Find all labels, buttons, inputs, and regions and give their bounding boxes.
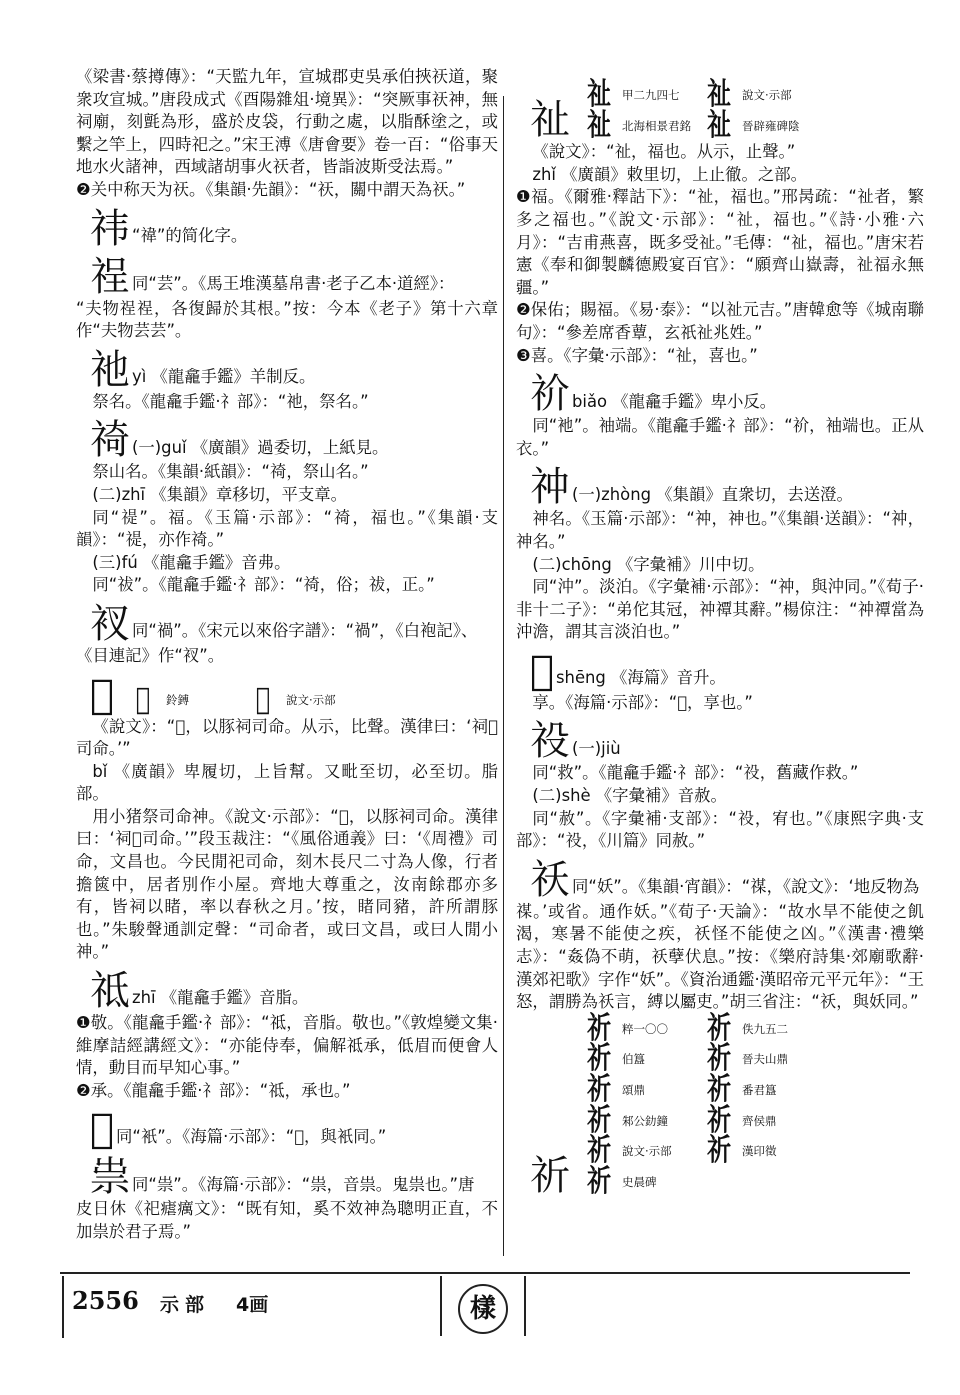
dictionary-entry [516,718,924,852]
script-source-label: 史晨碑 [622,1174,657,1189]
headword: 祉 [530,97,570,144]
entry-paragraph: 同“禔”。福。《玉篇·示部》：“䄎，福也。”《集韻·支韻》：“禔，亦作䄎。” [76,507,498,550]
dictionary-entry [516,648,924,715]
script-source-label: 說文·示部 [742,88,792,102]
headword: 祅 [530,856,570,903]
script-source-label: 番君簋 [742,1083,777,1097]
script-source-label: 鈴鎛 [166,692,190,707]
script-form [580,77,700,112]
entry-first-line: 同“妖”。《集韻·宵韻》：“禖，《說文》：‘地反物為 [572,877,920,897]
script-source-label: 佚九五二 [742,1021,788,1036]
radical-label: 示部 [160,1294,211,1316]
headword: 祈 [530,1153,570,1200]
script-glyph: 祈 [587,1010,611,1046]
script-glyph: 祈 [707,1133,731,1169]
page-number: 2556 [72,1286,139,1315]
entry-paragraph: (二)chōng 《字彙補》川中切。 [532,554,765,574]
entry-paragraph: 同“祓”。《龍龕手鑑·礻部》：“䄎，俗；祓，正。” [92,575,435,595]
script-form [580,1102,700,1138]
entry-paragraph: bǐ 《廣韻》卑履切，上旨幫。又毗至切，必至切。脂部。 [76,761,498,804]
headword: 𥘉 [90,1106,115,1153]
script-form [244,681,364,717]
entry-head-row [516,648,924,692]
entry-paragraph: “夫物䄇䄇，各復歸於其根。”按：今本《老子》第十六章作“夫物芸芸”。 [76,298,498,341]
script-form [580,1041,700,1077]
entry-head-row [516,1010,924,1200]
dictionary-entry [76,347,498,414]
script-glyph: 祈 [587,1163,611,1199]
script-glyph: 祈 [707,1102,731,1138]
entry-head-row [76,968,498,1015]
entry-head-row [516,857,924,901]
script-form [700,1133,820,1169]
entry-paragraph: 同“救”。《龍龕手鑑·礻部》：“祋，舊藏作救。” [532,763,859,783]
entry-first-line: 同“衹”。《海篇·示部》：“𥘉，與衹同。” [116,1126,387,1146]
entry-head-row [76,417,498,464]
entry-paragraph: 皮日休《祀瘧癘文》：“既有知，奚不效神為聰明正直，不加祟於君子焉。” [76,1199,498,1241]
entry-paragraph: 同“衪”。袖端。《龍龕手鑑·礻部》：“祄，袖端也。正从衣。” [516,416,924,458]
entry-paragraph: (二)shè 《字彙補》音赦。 [532,786,727,806]
entry-first-line: 同“芸”。《馬王堆漢墓帛書·老子乙本·道經》： [132,273,455,293]
script-source-label: 邾公釛鐘 [622,1113,668,1128]
entry-head-row [76,206,498,250]
script-glyph: 祈 [587,1133,611,1169]
script-form [580,1133,700,1169]
headword: 祗 [90,968,130,1015]
entry-paragraph: 《說文》：“𥘯，以豚祠司命。从示，比聲。漢律曰：‘祠𥘯司命。’” [76,716,498,759]
script-source-label: 甲二九四七 [622,88,680,102]
script-glyph: 祉 [707,77,731,112]
script-glyph: 祉 [587,77,611,112]
entry-head-row [76,254,498,298]
entry-paragraph: ❷保佑；賜福。《易·泰》：“以祉元吉。”唐韓愈等《城南聯句》：“參差席香蕈，玄祇祉兆姓。” [516,300,924,342]
publisher-seal: 樣 [458,1284,508,1334]
footer-line-mid [440,1276,442,1336]
headword: 祋 [530,718,570,765]
entry-head-row [76,347,498,391]
entry-head-row [76,1154,498,1201]
script-form [700,1010,820,1046]
dictionary-entry [516,464,924,644]
left-column [76,66,498,1244]
entry-head-row [76,1106,498,1153]
entry-first-line: shēng 《海篇》音升。 [556,668,726,688]
script-form [580,1072,700,1107]
script-glyph: 祉 [587,107,611,143]
script-glyph: 祈 [587,1041,611,1077]
dictionary-entry [516,857,924,1014]
headword: 䄇 [90,253,130,300]
entry-first-line: zhī 《龍龕手鑑》音脂。 [132,988,309,1008]
script-source-label: 頌鼎 [622,1083,645,1097]
dictionary-entry [516,371,924,460]
dictionary-entry [76,254,498,343]
headword: 𥘡 [530,647,555,694]
headword: 祌 [530,464,570,511]
headword: 祎 [90,205,130,252]
script-form [580,107,700,143]
dictionary-entry [76,417,498,597]
script-form [700,1041,820,1077]
entry-paragraph: 同“沖”。淡泊。《字彙補·示部》：“祌，與沖同。”《荀子·非十二子》：“弟佗其冠，祌禫其辭。”楊倞注：“祌禫當為沖澹，謂其言淡泊也。” [516,577,924,642]
entry-first-line: yì 《龍龕手鑑》羊制反。 [132,367,316,387]
entry-head-row [76,672,498,716]
entry-first-line: 同“祟”。《海篇·示部》：“祟，音祟。鬼祟也。”唐 [132,1174,475,1194]
script-source-label: 粹一〇〇 [622,1021,668,1036]
script-source-label: 伯簋 [622,1052,645,1067]
entry-paragraph: 《梁書·蔡撙傳》：“天監九年，宣城郡吏吳承伯挾祆道，聚衆攻宣城。”唐段成式《酉陽雜俎·境異》：“突厥事祆神，無祠廟，刻氈為形，盛於皮袋，行動之處，以脂酥塗之，或繫之竿上，四時祀之。”宋王溥《唐會要》卷一百：“俗事天地水火諸神，西域諸胡事火祆者，皆詣波斯受法焉。” [76,67,498,177]
entry-paragraph: 祭山名。《集韻·紙韻》：“䄎，祭山名。” [92,462,369,482]
dictionary-entry [76,206,498,250]
footer-rule [60,1272,910,1274]
footer-line-left [62,1276,64,1338]
script-form [700,107,820,143]
entry-paragraph: 祭名。《龍龕手鑑·礻部》：“祂，祭名。” [92,391,369,411]
entry-first-line: “禕”的简化字。 [132,225,248,245]
dictionary-entry [76,1106,498,1153]
headword: 祂 [90,346,130,393]
stroke-count: 4画 [236,1294,269,1316]
script-source-label: 說文·示部 [286,692,336,707]
entry-paragraph: ❷关中称天为祆。《集韻·先韻》：“祆，關中謂天為祆。” [76,179,466,199]
script-form [580,1163,700,1199]
entry-first-line: (一)zhòng 《集韻》直衆切，去送澄。 [572,484,853,504]
entry-head-row [516,77,924,144]
entry-paragraph: ❶敬。《龍龕手鑑·礻部》：“祗，音脂。敬也。”《敦煌變文集·維摩詰經講經文》：“亦能侍奉，偏解祗承，低眉而便會人情，動目而早知心事。” [76,1013,498,1078]
dictionary-entry [76,601,498,668]
entry-paragraph: 《說文》：“祉，福也。从示，止聲。” [532,142,796,162]
ancient-script-forms [124,681,498,717]
script-form [700,77,820,112]
script-form [700,1072,820,1107]
script-form [580,1010,700,1046]
headword: 祟 [90,1154,130,1201]
dictionary-entry [76,672,498,965]
script-source-label: 晉辟雍碑陰 [742,118,800,133]
headword: 祄 [530,371,570,418]
script-glyph: 祉 [707,107,731,143]
script-source-label: 說文·示部 [622,1144,672,1159]
entry-first-line: (一)jiù [572,738,621,758]
entry-head-row [76,601,498,645]
script-form [700,1102,820,1138]
script-source-label: 漢印徵 [742,1144,777,1159]
dictionary-entry [516,77,924,367]
entry-paragraph: 同“赦”。《字彙補·支部》：“祋，宥也。”《康熙字典·支部》：“祋，《川篇》同赦。” [516,808,924,851]
script-glyph: 祈 [587,1072,611,1107]
headword: 䄎 [90,417,130,464]
entry-paragraph: 神名。《玉篇·示部》：“祌，神也。”《集韻·送韻》：“祌，神名。” [516,509,924,551]
script-source-label: 晉夫山鼎 [742,1052,788,1067]
script-glyph: 祈 [707,1072,731,1107]
entry-paragraph: 《目連記》作“衩”。 [76,645,225,665]
script-glyph: 祈 [707,1010,731,1046]
footer-line-right [524,1276,526,1336]
entry-paragraph: ❷承。《龍龕手鑑·礻部》：“祗，承也。” [76,1080,351,1100]
ancient-script-forms [580,1010,924,1199]
entry-paragraph: ❸喜。《字彙·示部》：“祉，喜也。” [516,345,758,365]
entry-head-row [516,718,924,765]
entry-first-line: biǎo 《龍龕手鑑》卑小反。 [572,391,777,411]
dictionary-entry [76,1154,498,1243]
entry-paragraph: (三)fú 《龍龕手鑑》音弗。 [92,552,291,572]
entry-paragraph: ❶福。《爾雅·釋詁下》：“祉，福也。”邢昺疏：“祉者，繁多之福也。”《說文·示部》：“祉，福也。”《詩·小雅·六月》：“吉甫燕喜，既多受祉。”毛傳：“祉，福也。”唐宋若憲《奉和御製麟德殿宴百官》：“願齊山嶽壽，祉福永無疆。” [516,187,924,297]
script-glyph: 𥘯 [135,681,151,717]
script-form [124,681,244,717]
ancient-script-forms [580,77,924,143]
entry-paragraph: 用小猪祭司命神。《說文·示部》：“𥘯，以豚祠司命。漢律曰：‘祠𥘯司命。’”段玉裁注：“《風俗通義》曰：‘《周禮》司命，文昌也。今民閒祀司命，刻木長尺二寸為人像，行者擔篋中，居者別作小屋。齊地大尊重之，汝南餘郡亦多有，皆祠以睹，率以春秋之月。’按，睹同豬，許所謂豚也。”朱駿聲通訓定聲：“司命者，或曰文昌，或曰人閒小神。” [76,806,498,962]
column-divider [503,96,504,1256]
script-glyph: 𥘯 [255,681,271,717]
headword: 衩 [90,600,130,647]
script-glyph: 祈 [587,1102,611,1138]
entry-paragraph: 享。《海篇·示部》：“𥘡，享也。” [532,692,753,712]
right-column [516,77,924,1200]
script-glyph: 祈 [707,1041,731,1077]
entry-paragraph: (二)zhī 《集韻》章移切，平支章。 [92,484,348,504]
headword: 𥘯 [90,671,115,718]
dictionary-entry [76,968,498,1102]
dictionary-entry [76,66,498,202]
entry-paragraph: zhǐ 《廣韻》敕里切，上止徹。之部。 [532,164,808,184]
entry-first-line: 同“禍”。《宋元以來俗字譜》：“禍”，《白袍記》、 [132,621,478,641]
entry-first-line: (一)guǐ 《廣韻》過委切，上紙見。 [132,437,389,457]
entry-head-row [516,371,924,418]
entry-paragraph: 禖。’或省。通作妖。”《荀子·天論》：“故水旱不能使之飢渴，寒暑不能使之疾，祅怪不能使之凶。”《漢書·禮樂志》：“姦偽不萌，祅孽伏息。”按：《樂府詩集·郊廟歌辭·漢郊祀歌》字作“妖”。《資治通鑑·漢昭帝元平元年》：“王怒，謂勝為祅言，縛以屬吏。”胡三省注：“祅，與妖同。” [516,901,924,1012]
script-source-label: 齊侯鼎 [742,1113,777,1128]
dictionary-entry [516,1010,924,1200]
script-source-label: 北海相景君銘 [622,118,691,133]
entry-head-row [516,464,924,511]
